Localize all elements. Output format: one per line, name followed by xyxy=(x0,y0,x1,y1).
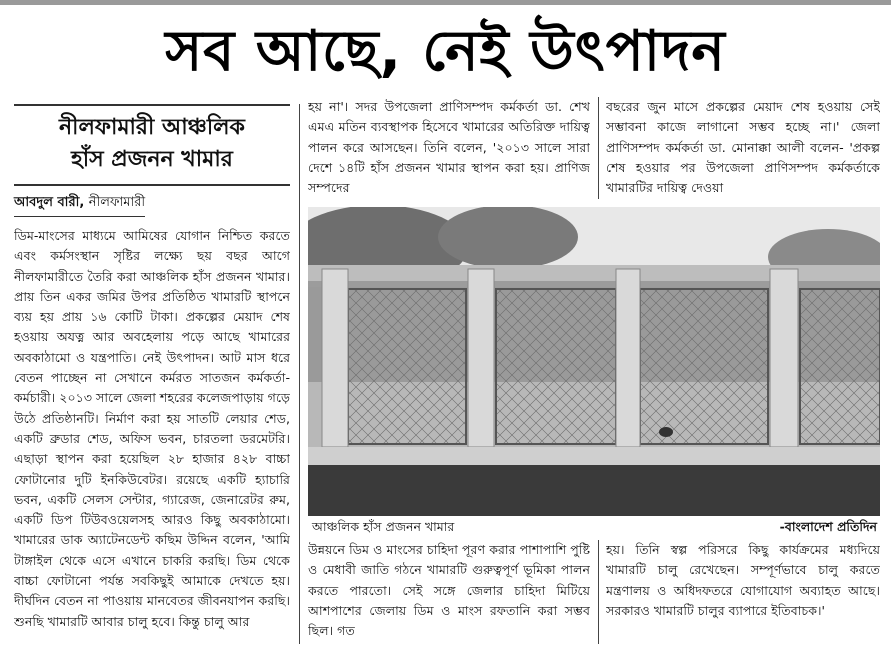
article-column-5 xyxy=(606,540,880,644)
news-photo xyxy=(308,207,880,516)
duck-farm-building-illustration xyxy=(308,207,880,516)
photo-caption: আঞ্চলিক হাঁস প্রজনন খামার xyxy=(312,519,455,534)
byline-place: নীলফামারী xyxy=(88,195,146,210)
column-5-text: হয়। তিনি স্বল্প পরিসরে কিছু কার্যক্রমের মধ্যদিয়ে খামারটি চালু রেখেছেন। সম্পূর্ণভাবে চালু করতে মন্ত্রণালয় ও অধিদফতরে যোগাযোগ অব্যাহত আছে। সরকারও খামারটি চালুর ব্যাপারে ইতিবাচক।' xyxy=(606,542,880,618)
article-column-2 xyxy=(308,97,590,199)
byline xyxy=(14,193,145,217)
column-divider xyxy=(598,97,599,199)
top-rule xyxy=(0,0,891,5)
article-column-4 xyxy=(308,540,590,644)
column-2-text: হয় না'। সদর উপজেলা প্রাণিসম্পদ কর্মকর্তা ডা. শেখ এমএ মতিন ব্যবস্থাপক হিসেবে খামারের অতিরিক্ত দায়িত্ব পালন করে আসছেন। তিনি বলেন, '২০১৩ সালে সারা দেশে ১৪টি হাঁস প্রজনন খামার স্থাপন করা হয়। প্রাণিজ সম্পদের xyxy=(308,99,590,196)
byline-author: আবদুল বারী, xyxy=(14,195,85,210)
column-4-text: উন্নয়নে ডিম ও মাংসের চাহিদা পূরণ করার পাশাপাশি পুষ্টি ও মেধাবী জাতি গঠনে খামারটি গুরুত্বপূর্ণ ভূমিকা পালন করতে পারতো। সেই সঙ্গে জেলার চাহিদা মিটিয়ে আশপাশের জেলায় ডিম ও মাংস রফতানি করা সম্ভব ছিল। গত xyxy=(308,542,590,639)
subheadline xyxy=(14,104,290,186)
headline: সব আছে, নেই উৎপাদন xyxy=(165,19,726,84)
subheadline-line-1: নীলফামারী আঞ্চলিক xyxy=(59,115,245,140)
photo-credit: -বাংলাদেশ প্রতিদিন xyxy=(779,519,877,534)
article-column-1 xyxy=(14,226,290,644)
column-divider xyxy=(598,540,599,644)
article-column-3 xyxy=(606,97,880,199)
subheadline-line-2: হাঁস প্রজনন খামার xyxy=(71,147,233,172)
column-divider xyxy=(299,104,300,644)
column-1-text: ডিম-মাংসের মাধ্যমে আমিষের যোগান নিশ্চিত করতে এবং কর্মসংস্থান সৃষ্টির লক্ষ্যে ছয় বছর আগে নীলফামারীতে তৈরি করা আঞ্চলিক হাঁস প্রজনন খামার। প্রায় তিন একর জমির উপর প্রতিষ্ঠিত খামারটি স্থাপনে ব্যয় হয় প্রায় ১৬ কোটি টাকা। প্রকল্পের মেয়াদ শেষ হওয়ায় অযত্ন আর অবহেলায় পড়ে আছে খামারের অবকাঠামো ও যন্ত্রপাতি। নেই উৎপাদন। আট মাস ধরে বেতন পাচ্ছেন না সেখানে কর্মরত সাতজন কর্মকর্তা-কর্মচারী। ২০১৩ সালে জেলা শহরের কলেজপাড়ায় গড়ে উঠে প্রতিষ্ঠানটি। নির্মাণ করা হয় সাতটি লেয়ার শেড, একটি ব্রুডার শেড, অফিস ভবন, চারতলা ডরমেটরি। এছাড়া স্থাপন করা হয়েছিল ২৮ হাজার ৪২৮ বাচ্চা ফোটানোর দুটি ইনকিউবেটর। রয়েছে একটি হ্যাচারি ভবন, একটি সেলস সেন্টার, গ্যারেজ, জেনারেটর রুম, একটি ডিপ টিউবওয়েলসহ আরও কিছু অবকাঠামো। খামারের ডাক অ্যাটেনডেন্ট কছিম উদ্দিন বলেন, 'আমি টাঙ্গাইল থেকে এসে এখানে চাকরি করছি। ডিম থেকে বাচ্চা ফোটানো পর্যন্ত সবকিছুই আমাকে দেখতে হয়। দীর্ঘদিন বেতন না পাওয়ায় মানবেতর জীবনযাপন করছি। শুনছি খামারটি আবার চালু হবে। কিন্তু চালু আর xyxy=(14,228,290,629)
column-3-text: বছরের জুন মাসে প্রকল্পের মেয়াদ শেষ হওয়ায় সেই সম্ভাবনা কাজে লাগানো সম্ভব হচ্ছে না।' জেলা প্রাণিসম্পদ কর্মকর্তা ডা. মোনাক্কা আলী বলেন- 'প্রকল্প শেষ হওয়ার পর উপজেলা প্রাণিসম্পদ কর্মকর্তাকে খামারটির দায়িত্ব দেওয়া xyxy=(606,99,880,196)
